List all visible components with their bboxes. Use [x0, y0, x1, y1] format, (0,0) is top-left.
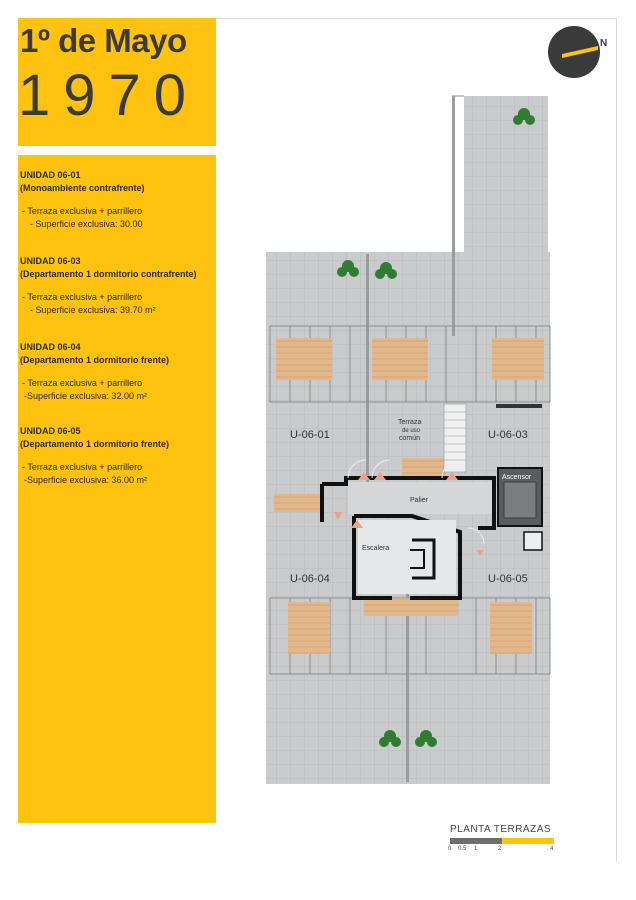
title-line2: 1970: [18, 63, 200, 128]
scale-label: 4: [550, 846, 554, 852]
scale-label: 1: [474, 846, 478, 852]
unit-label-0601: U-06-01: [290, 429, 330, 441]
terrace-label: de uso: [402, 428, 421, 434]
unit-type: (Departamento 1 dormitorio frente): [20, 439, 170, 449]
floor-plan: [262, 92, 554, 788]
unit-label-0605: U-06-05: [488, 573, 528, 585]
unit-block: [20, 255, 216, 317]
divider-wall: [406, 592, 409, 782]
ledge: [496, 404, 542, 408]
unit-block: [20, 341, 216, 403]
unit-name: UNIDAD 06-01: [20, 170, 81, 180]
unit-name: UNIDAD 06-05: [20, 426, 81, 436]
table: [288, 602, 330, 654]
unit-type: (Monoambiente contrafrente): [20, 183, 145, 193]
scale-bar: [450, 838, 554, 844]
scale-label: 0.5: [458, 846, 467, 852]
unit-type: (Departamento 1 dormitorio contrafrente): [20, 269, 197, 279]
table: [372, 338, 428, 380]
units-panel: [18, 155, 216, 823]
unit-feature: - Terraza exclusiva + parrillero: [22, 378, 143, 388]
scale-label: 0: [448, 846, 452, 852]
unit-surface: - Superficie exclusiva: 30.00: [30, 219, 143, 229]
bench: [274, 494, 320, 512]
unit-surface: -Superficie exclusiva: 36.00 m²: [24, 475, 148, 485]
ascensor-label: Ascensor: [502, 474, 532, 481]
unit-surface: -Superficie exclusiva: 32.00 m²: [24, 391, 148, 401]
divider-wall: [452, 96, 455, 336]
unit-type: (Departamento 1 dormitorio frente): [20, 355, 170, 365]
unit-surface: - Superficie exclusiva: 39.70 m²: [30, 305, 156, 315]
unit-label-0604: U-06-04: [290, 573, 330, 585]
unit-name: UNIDAD 06-03: [20, 256, 81, 266]
unit-feature: - Terraza exclusiva + parrillero: [22, 206, 143, 216]
bench: [364, 598, 458, 616]
divider-wall: [366, 254, 369, 494]
unit-feature: - Terraza exclusiva + parrillero: [22, 462, 143, 472]
table: [276, 338, 332, 380]
elevator-cabin: [504, 482, 536, 518]
unit-block: [20, 425, 216, 487]
title-box: [18, 18, 216, 146]
terrace-label: Terraza: [398, 419, 422, 426]
table: [490, 602, 532, 654]
north-terrace-floor: [464, 96, 548, 261]
palier-label: Palier: [410, 497, 428, 504]
table: [492, 338, 544, 380]
title-line1: 1º de Mayo: [20, 22, 187, 59]
utility-box: [524, 532, 542, 550]
svg-text:N: N: [600, 38, 608, 49]
escalera-label: Escalera: [362, 545, 390, 552]
unit-name: UNIDAD 06-04: [20, 342, 81, 352]
unit-feature: - Terraza exclusiva + parrillero: [22, 292, 143, 302]
unit-block: [20, 169, 216, 231]
north-compass-icon: [546, 24, 616, 80]
bench: [402, 458, 446, 476]
unit-label-0603: U-06-03: [488, 429, 528, 441]
terrace-label: común: [399, 435, 421, 442]
scale-label: 2: [498, 846, 502, 852]
plan-title: PLANTA TERRAZAS: [450, 824, 552, 835]
escalera-floor: [358, 520, 456, 594]
